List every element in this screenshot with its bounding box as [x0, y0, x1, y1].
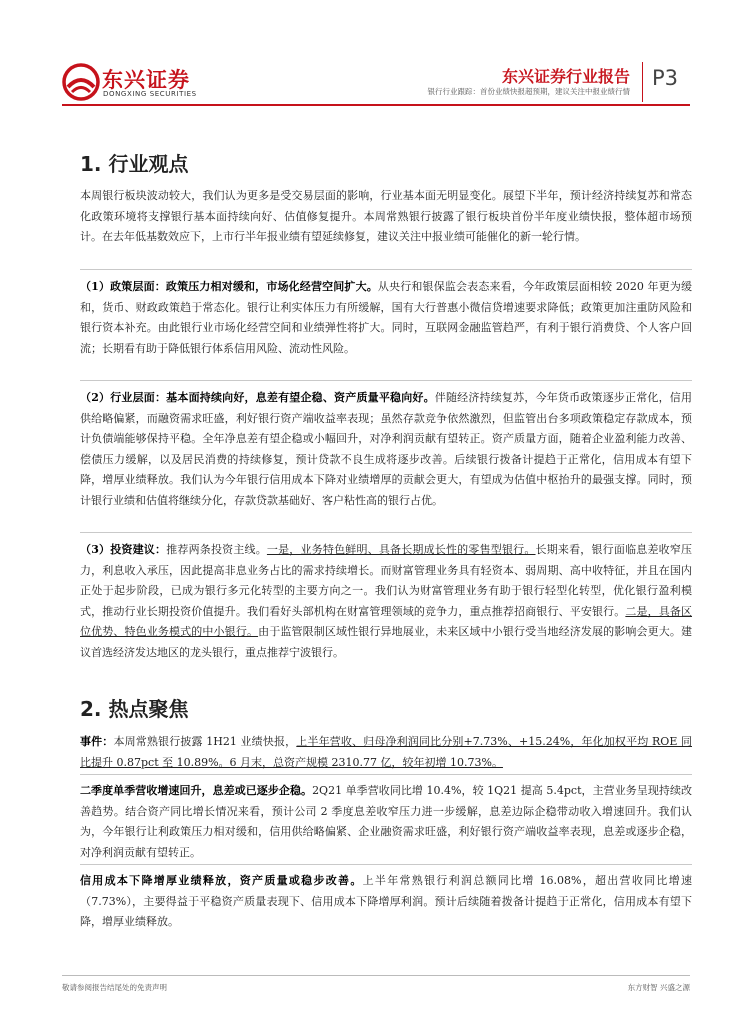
section-2-heading: 2. 热点聚焦: [80, 697, 189, 721]
footer-slogan: 东方财智 兴盛之源: [627, 983, 690, 992]
investment-lead: （3）投资建议：: [80, 543, 167, 556]
company-logo: [62, 60, 222, 104]
paragraph-divider: [80, 864, 692, 865]
event-highlights: 上半年营收、归母净利润同比分别+7.73%、+15.24%，年化加权平均 ROE 同比提升 0.87pct 至 10.89%。6 月末，总资产规模 2310.77 亿，较年初增 10.73%。: [80, 735, 692, 769]
policy-lead: （1）政策层面：政策压力相对缓和，市场化经营空间扩大。: [80, 280, 378, 293]
logo-english: DONGXING SECURITIES: [103, 90, 197, 98]
section-1-heading: 1. 行业观点: [80, 152, 189, 176]
header-rule: [62, 104, 690, 106]
logo-text: 东兴证券: [102, 68, 190, 92]
page-number: P3: [652, 66, 679, 90]
event-paragraph: [80, 732, 692, 773]
paragraph-divider: [80, 380, 692, 381]
report-subtitle: 银行行业跟踪：首份业绩快报超预期，建议关注中报业绩行情: [427, 87, 630, 96]
header-separator: [642, 62, 643, 102]
investment-line-two: 二是，具备区位优势、特色业务模式的中小银行。: [80, 604, 693, 639]
industry-paragraph: [80, 388, 692, 512]
event-lead: 事件：: [80, 735, 114, 748]
credit-cost-body: 上半年常熟银行利润总额同比增 16.08%，超出营收同比增速（7.73%），主要得益于平稳资产质量表现下、信用成本下降增厚利润。预计后续随着拨备计提趋于正常化，信用成本有望下降，增厚业绩释放。: [80, 874, 692, 929]
quarter-body: 2Q21 单季营收同比增 10.4%，较 1Q21 提高 5.4pct，主营业务呈现持续改善趋势。结合资产同比增长情况来看，预计公司 2 季度息差收窄压力进一步缓解，息差边际企稳带动收入增速回升。我们认为，今年银行让利政策压力相对缓和，信用供给略偏紧、企业融资需求旺盛，利好银行资产端收益率表现，息差或逐步企稳，对净利润贡献有望转正。: [80, 784, 692, 859]
paragraph-divider: [80, 532, 692, 533]
quarter-lead: 二季度单季营收增速回升，息差或已逐步企稳。: [80, 784, 313, 797]
footer-rule: [62, 975, 690, 976]
footer-disclaimer: 敬请参阅报告结尾处的免责声明: [62, 983, 167, 992]
section-1-intro: 本周银行板块波动较大，我们认为更多是受交易层面的影响，行业基本面无明显变化。展望下半年，预计经济持续复苏和常态化政策环境将支撑银行基本面持续向好、估值修复提升。本周常熟银行披露了银行板块首份半年度业绩快报，整体超市场预计。在去年低基数效应下，上市行半年报业绩有望延续修复，建议关注中报业绩可能催化的新一轮行情。: [80, 189, 692, 244]
investment-main-lines: 推荐两条投资主线。: [166, 543, 267, 556]
event-body: 本周常熟银行披露 1H21 业绩快报，: [113, 735, 297, 748]
credit-cost-paragraph: [80, 871, 692, 933]
policy-body: 从央行和银保监会表态来看，今年政策层面相较 2020 年更为缓和，货币、财政政策趋于常态化。银行让利实体压力有所缓解，国有大行普惠小微信贷增速要求降低；政策更加注重防风险和银行资本补充。由此银行业市场化经营空间和业绩弹性将扩大。同时，互联网金融监管趋严，有利于银行消费贷、个人客户回流；长期看有助于降低银行体系信用风险、流动性风险。: [80, 280, 692, 355]
investment-paragraph: [80, 540, 692, 664]
logo-mark-icon: [62, 63, 100, 101]
paragraph-divider: [80, 774, 692, 775]
investment-line-one: 一是，业务特色鲜明、具备长期成长性的零售型银行。: [266, 543, 536, 556]
credit-cost-lead: 信用成本下降增厚业绩释放，资产质量或稳步改善。: [80, 874, 363, 887]
policy-paragraph: [80, 277, 692, 359]
investment-line-one-body: 长期来看，银行面临息差收窄压力，利息收入承压，因此提高非息业务占比的需求持续增长。而财富管理业务具有轻资本、弱周期、高中收特征，并且在国内正处于起步阶段，已成为银行多元化转型的主要方向之一。我们认为财富管理业务有助于银行轻型化转型，优化银行盈利模式，推动行业长期投资价值提升。我们看好头部机构在财富管理领域的竞争力，重点推荐招商银行、平安银行。: [80, 543, 693, 618]
paragraph-divider: [80, 269, 692, 270]
report-type-title: 东兴证券行业报告: [501, 67, 630, 86]
investment-line-two-body: 由于监管限制区域性银行异地展业，未来区域中小银行受当地经济发展的影响会更大。建议首选经济发达地区的龙头银行，重点推荐宁波银行。: [80, 625, 693, 659]
quarter-paragraph: [80, 781, 692, 863]
industry-lead: （2）行业层面：基本面持续向好，息差有望企稳、资产质量平稳向好。: [80, 391, 435, 404]
industry-body: 伴随经济持续复苏，今年货币政策逐步正常化，信用供给略偏紧，而融资需求旺盛，利好银行资产端收益率表现；虽然存款竞争依然激烈，但监管出台多项政策稳定存款成本，预计负债端能够保持平稳。全年净息差有望企稳或小幅回升，对净利润贡献有望转正。资产质量方面，随着企业盈利能力改善、偿债压力缓解，以及居民消费的持续修复，预计贷款不良生成将逐步改善。后续银行拨备计提趋于正常化，信用成本有望下降，增厚业绩释放。我们认为今年银行信用成本下降对业绩增厚的贡献会更大，有望成为估值中枢抬升的最强支撑。同时，预计银行业绩和估值将继续分化，存款贷款基础好、客户粘性高的银行占优。: [80, 391, 692, 507]
